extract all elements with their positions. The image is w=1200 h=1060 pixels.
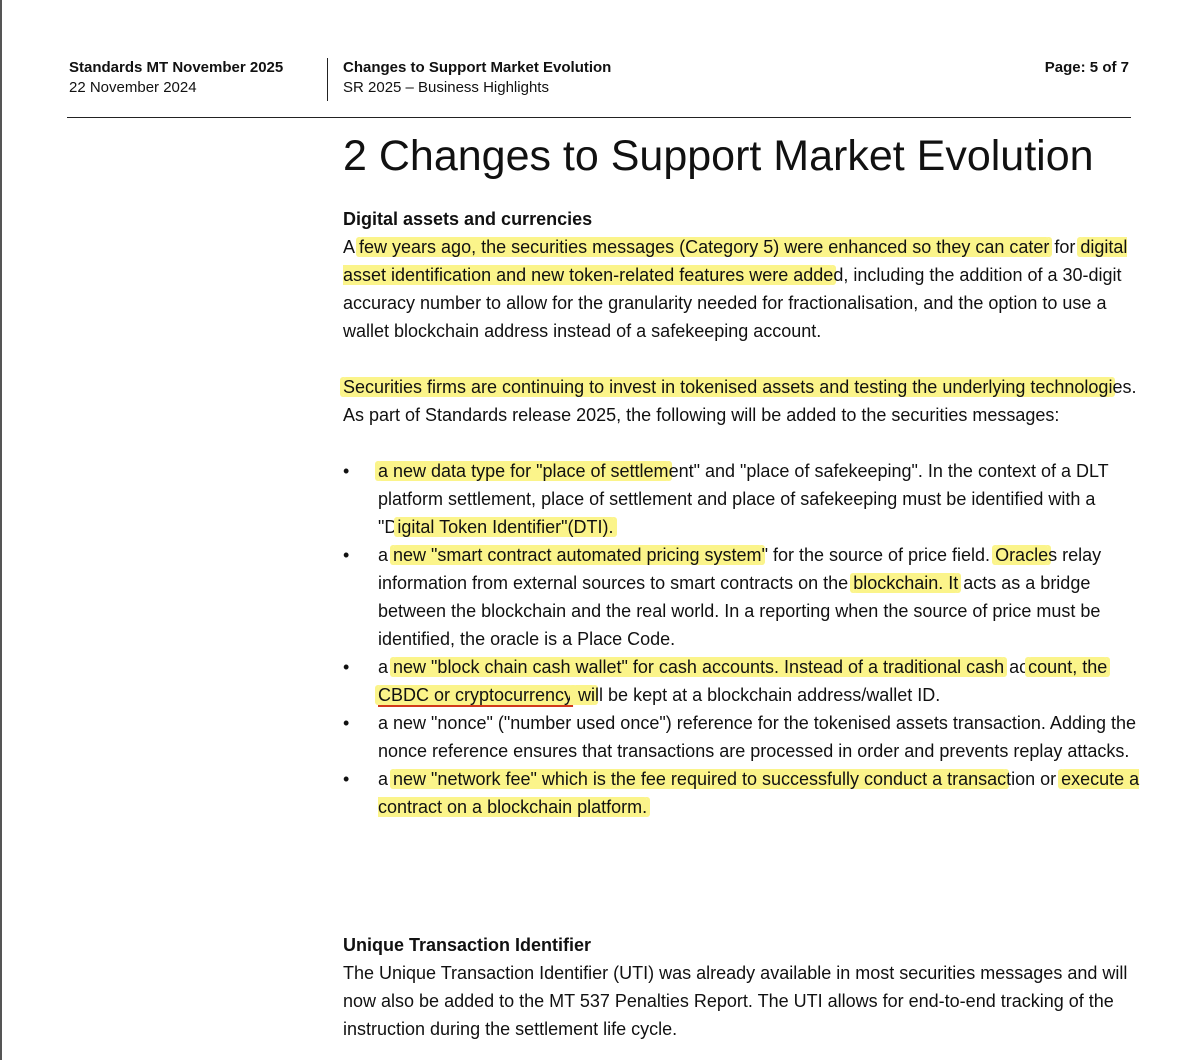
text-run: a (378, 657, 394, 677)
page-header (69, 58, 1131, 102)
section-uti (343, 931, 1143, 1043)
highlighted-text: Oracle (995, 545, 1049, 565)
text-run: ll be kept at a blockchain address/wallet ID. (595, 685, 941, 705)
list-item (343, 709, 1143, 765)
header-right (1045, 58, 1129, 78)
text-run: A (343, 237, 360, 257)
underlined-highlighted-text: CBDC or cryptocurrency (378, 685, 574, 705)
page-title: 2 Changes to Support Market Evolution (343, 132, 1094, 180)
list-item (343, 457, 1143, 541)
bullet-icon: • (343, 461, 350, 481)
header-divider (327, 58, 328, 101)
text-run: a (378, 769, 394, 789)
header-middle (343, 58, 611, 97)
highlighted-text: new "smart contract automated pricing system (393, 545, 762, 565)
bullet-icon: • (343, 545, 350, 565)
text-run: d, including the addition of a 30-digit accuracy number to allow for the granularity needed for fractionalisation, and the option to use a wallet blockchain address instead of a safekeeping account. (343, 265, 1122, 341)
section-heading: Unique Transaction Identifier (343, 935, 592, 955)
section-digital-assets (343, 205, 1143, 821)
bullet-icon: • (343, 769, 350, 789)
text-run: a (378, 545, 394, 565)
bullet-icon: • (343, 657, 350, 677)
list-item (343, 653, 1143, 709)
paragraph-intro (343, 233, 1143, 345)
list-item (343, 541, 1143, 653)
highlighted-text: wi (573, 685, 596, 705)
highlighted-text: new "network fee" which is the fee required to successfully conduct a transac (393, 769, 1007, 789)
header-rule (67, 117, 1131, 118)
text-run: s relay information from external sources to smart contracts on the (378, 545, 1102, 593)
paragraph-uti: The Unique Transaction Identifier (UTI) was already available in most securities messages and will now also be added to the MT 537 Penalties Report. The UTI allows for end-to-end tracking of the instruction during the settlement life cycle. (343, 963, 1128, 1039)
header-section-title: Changes to Support Market Evolution (343, 59, 612, 76)
highlighted-text: count, the (1028, 657, 1108, 677)
highlighted-text: new "block chain cash wallet" for cash accounts. Instead of a traditional cash (393, 657, 1005, 677)
text-run: acts as a bridge between the blockchain and the real world. In a reporting when the source of price must be identified, the oracle is a Place Code. (378, 573, 1101, 649)
text-run: es. As part of Standards release 2025, the following will be added to the securities messages: (343, 377, 1137, 425)
section-heading: Digital assets and currencies (343, 209, 593, 229)
header-subtitle: SR 2025 – Business Highlights (343, 79, 549, 96)
text-run: tion or (1006, 769, 1062, 789)
header-date: 22 November 2024 (69, 79, 197, 96)
text-run: ent" and "place of safekeeping". In the context of a DLT platform settlement, place of settlement and place of safekeeping must be identified with a "D (378, 461, 1109, 537)
list-item (343, 765, 1143, 821)
highlighted-text: blockchain. It (853, 573, 959, 593)
bullet-icon: • (343, 713, 350, 733)
header-left (69, 58, 283, 97)
text-run: ac (1004, 657, 1029, 677)
paragraph-tokenised-assets (343, 373, 1143, 429)
highlighted-text: few years ago, the securities messages (Category 5) were enhanced so they can cater (359, 237, 1050, 257)
highlighted-text: a new data type for "place of settlem (378, 461, 669, 481)
highlighted-text: digital asset identification and new token-related features were adde (343, 237, 1128, 285)
text-run: for (1049, 237, 1081, 257)
header-document-title: Standards MT November 2025 (69, 59, 284, 76)
highlighted-text: igital Token Identifier"(DTI). (397, 517, 614, 537)
highlighted-text: Securities firms are continuing to invest in tokenised assets and testing the underlying technologi (343, 377, 1113, 397)
text-run: " for the source of price field. (761, 545, 996, 565)
text-run: a new "nonce" ("number used once") reference for the tokenised assets transaction. Adding the nonce reference ensures that transactions are processed in order and prevents replay attacks. (378, 713, 1137, 761)
page-edge (0, 0, 2, 1060)
feature-list (343, 457, 1143, 821)
page-number: Page: 5 of 7 (1044, 59, 1129, 76)
highlighted-text: execute a contract on a blockchain platform. (378, 769, 1140, 817)
